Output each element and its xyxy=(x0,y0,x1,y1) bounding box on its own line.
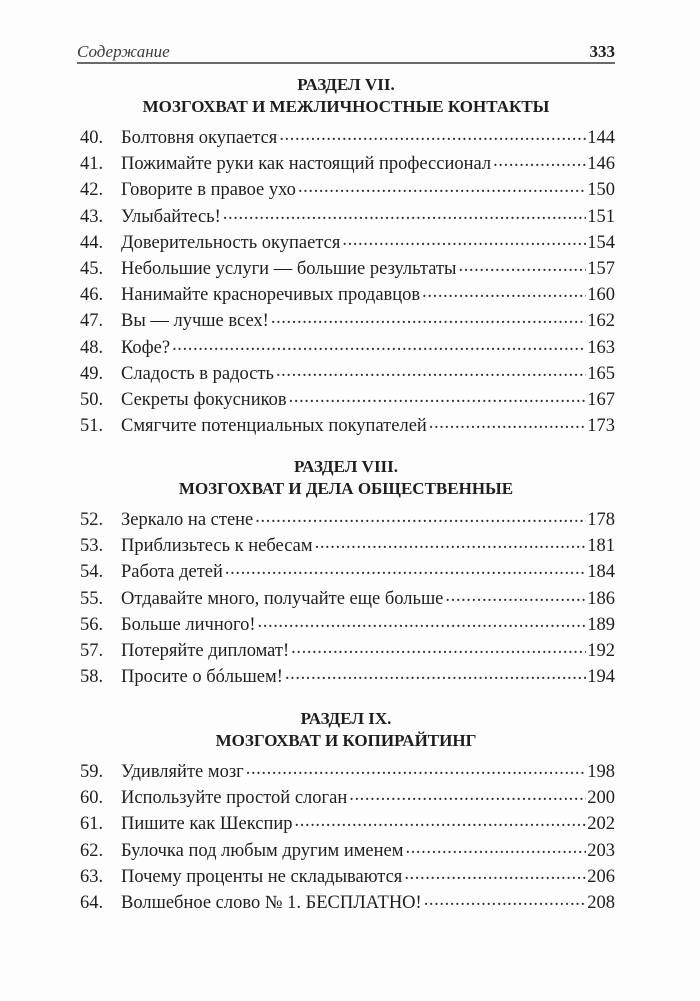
toc-entry[interactable] xyxy=(77,204,615,230)
entry-page: 206 xyxy=(587,866,615,887)
running-head xyxy=(77,40,615,64)
toc-list xyxy=(77,507,615,690)
entry-page: 184 xyxy=(587,562,615,583)
entry-number: 64. xyxy=(80,892,104,913)
entry-number: 60. xyxy=(80,788,104,809)
entry-number: 42. xyxy=(80,180,104,201)
entry-number: 44. xyxy=(80,232,104,253)
entry-title: Болтовня окупается xyxy=(121,128,278,148)
entry-title: Доверительность окупается xyxy=(121,232,341,253)
entry-page: 163 xyxy=(587,337,615,358)
toc-entry[interactable] xyxy=(77,864,615,890)
dot-leader xyxy=(258,616,587,630)
entry-title: Удивляйте мозг xyxy=(121,762,244,782)
dot-leader xyxy=(172,339,586,353)
entry-page: 208 xyxy=(587,892,615,913)
entry-page: 144 xyxy=(587,128,615,148)
toc-list xyxy=(77,125,615,439)
dot-leader xyxy=(298,181,586,195)
running-head-title: Содержание xyxy=(77,42,170,61)
toc-entry[interactable] xyxy=(77,838,615,864)
toc-entry[interactable] xyxy=(77,612,615,638)
toc-entry[interactable] xyxy=(77,638,615,664)
entry-title: Вы — лучше всех! xyxy=(121,311,269,332)
entry-title: Нанимайте красноречивых продавцов xyxy=(121,285,421,306)
entry-number: 58. xyxy=(80,667,104,688)
toc-entry[interactable] xyxy=(77,586,615,612)
toc-entry[interactable] xyxy=(77,785,615,811)
dot-leader xyxy=(225,563,586,577)
entry-title: Секреты фокусников xyxy=(121,389,287,410)
entry-title: Работа детей xyxy=(121,562,223,583)
entry-title: Зеркало на стене xyxy=(121,510,254,530)
entry-title: Отдавайте много, получайте еще больше xyxy=(121,588,444,609)
section-heading-number: РАЗДЕЛ VII. xyxy=(297,75,395,94)
toc-entry[interactable] xyxy=(77,533,615,559)
dot-leader xyxy=(315,537,587,551)
entry-title: Пишите как Шекспир xyxy=(121,814,293,835)
entry-title: Приблизьтесь к небесам xyxy=(121,536,313,557)
entry-page: 151 xyxy=(587,206,615,227)
entry-number: 61. xyxy=(80,814,104,835)
entry-number: 51. xyxy=(80,416,104,437)
entry-title: Пожимайте руки как настоящий профессионал xyxy=(121,154,492,175)
entry-page: 173 xyxy=(587,416,615,437)
dot-leader xyxy=(271,312,586,326)
dot-leader xyxy=(405,842,586,856)
toc-entry[interactable] xyxy=(77,335,615,361)
entry-page: 186 xyxy=(587,588,615,609)
entry-page: 198 xyxy=(587,762,615,782)
toc-entry[interactable] xyxy=(77,759,615,785)
dot-leader xyxy=(349,789,586,803)
toc-entry[interactable] xyxy=(77,177,615,203)
entry-number: 47. xyxy=(80,311,104,332)
entry-page: 162 xyxy=(587,311,615,332)
dot-leader xyxy=(424,894,587,908)
entry-number: 57. xyxy=(80,640,104,661)
section-heading-title: МОЗГОХВАТ И МЕЖЛИЧНОСТНЫЕ КОНТАКТЫ xyxy=(142,97,550,116)
entry-title: Потеряйте дипломат! xyxy=(121,640,290,661)
dot-leader xyxy=(458,260,586,274)
entry-title: Говорите в правое ухо xyxy=(121,180,296,201)
entry-page: 150 xyxy=(587,180,615,201)
entry-page: 189 xyxy=(587,614,615,635)
toc-entry[interactable] xyxy=(77,507,615,533)
toc-entry[interactable] xyxy=(77,559,615,585)
entry-title: Просите о бóльшем! xyxy=(121,667,283,688)
entry-number: 54. xyxy=(80,562,104,583)
dot-leader xyxy=(445,590,586,604)
dot-leader xyxy=(422,286,586,300)
toc-entry[interactable] xyxy=(77,361,615,387)
entry-number: 40. xyxy=(80,128,104,148)
entry-title: Небольшие услуги — большие результаты xyxy=(121,258,457,279)
entry-number: 55. xyxy=(80,588,104,609)
dot-leader xyxy=(289,391,587,405)
entry-title: Смягчите потенциальных покупателей xyxy=(121,416,427,437)
toc-entry[interactable] xyxy=(77,282,615,308)
entry-number: 43. xyxy=(80,206,104,227)
toc-entry[interactable] xyxy=(77,387,615,413)
entry-page: 146 xyxy=(587,154,615,175)
section-ix xyxy=(77,708,615,916)
entry-number: 63. xyxy=(80,866,104,887)
toc-entry[interactable] xyxy=(77,230,615,256)
dot-leader xyxy=(246,763,587,777)
entry-page: 178 xyxy=(587,510,615,530)
page-number: 333 xyxy=(589,42,615,61)
entry-number: 56. xyxy=(80,614,104,635)
dot-leader xyxy=(404,868,586,882)
section-viii xyxy=(77,456,615,690)
entry-title: Почему проценты не складываются xyxy=(121,866,403,887)
dot-leader xyxy=(279,129,586,143)
entry-title: Используйте простой слоган xyxy=(121,788,348,809)
entry-number: 41. xyxy=(80,154,104,175)
toc-entry[interactable] xyxy=(77,308,615,334)
entry-page: 202 xyxy=(587,814,615,835)
dot-leader xyxy=(429,417,586,431)
section-heading-title: МОЗГОХВАТ И КОПИРАЙТИНГ xyxy=(215,731,477,750)
section-heading-number: РАЗДЕЛ IX. xyxy=(300,709,392,728)
toc-entry[interactable] xyxy=(77,256,615,282)
entry-page: 192 xyxy=(587,640,615,661)
entry-page: 181 xyxy=(587,536,615,557)
entry-number: 50. xyxy=(80,389,104,410)
entry-page: 167 xyxy=(587,389,615,410)
dot-leader xyxy=(276,365,586,379)
entry-number: 59. xyxy=(80,762,104,782)
entry-number: 49. xyxy=(80,363,104,384)
entry-number: 62. xyxy=(80,840,104,861)
dot-leader xyxy=(493,155,586,169)
toc-entry[interactable] xyxy=(77,125,615,151)
dot-leader xyxy=(255,511,586,525)
entry-number: 46. xyxy=(80,285,104,306)
entry-page: 203 xyxy=(587,840,615,861)
dot-leader xyxy=(291,642,586,656)
entry-number: 52. xyxy=(80,510,104,530)
entry-number: 53. xyxy=(80,536,104,557)
entry-title: Больше личного! xyxy=(121,614,256,635)
toc-entry[interactable] xyxy=(77,811,615,837)
entry-title: Улыбайтесь! xyxy=(121,206,221,227)
entry-page: 160 xyxy=(587,285,615,306)
toc-entry[interactable] xyxy=(77,890,615,916)
toc-entry[interactable] xyxy=(77,413,615,439)
entry-page: 154 xyxy=(587,232,615,253)
section-heading-number: РАЗДЕЛ VIII. xyxy=(293,457,399,476)
dot-leader xyxy=(342,234,586,248)
entry-title: Кофе? xyxy=(121,337,171,358)
entry-number: 45. xyxy=(80,258,104,279)
entry-page: 165 xyxy=(587,363,615,384)
entry-page: 157 xyxy=(587,258,615,279)
entry-page: 200 xyxy=(587,788,615,809)
entry-number: 48. xyxy=(80,337,104,358)
section-heading-title: МОЗГОХВАТ И ДЕЛА ОБЩЕСТВЕННЫЕ xyxy=(178,479,514,498)
toc-list xyxy=(77,759,615,916)
entry-page: 194 xyxy=(587,667,615,688)
section-vii xyxy=(77,74,615,439)
dot-leader xyxy=(285,668,586,682)
toc-entry[interactable] xyxy=(77,151,615,177)
entry-title: Волшебное слово № 1. БЕСПЛАТНО! xyxy=(121,892,422,913)
toc-entry[interactable] xyxy=(77,664,615,690)
entry-title: Булочка под любым другим именем xyxy=(121,840,404,861)
dot-leader xyxy=(295,815,587,829)
dot-leader xyxy=(223,208,586,222)
entry-title: Сладость в радость xyxy=(121,363,274,384)
